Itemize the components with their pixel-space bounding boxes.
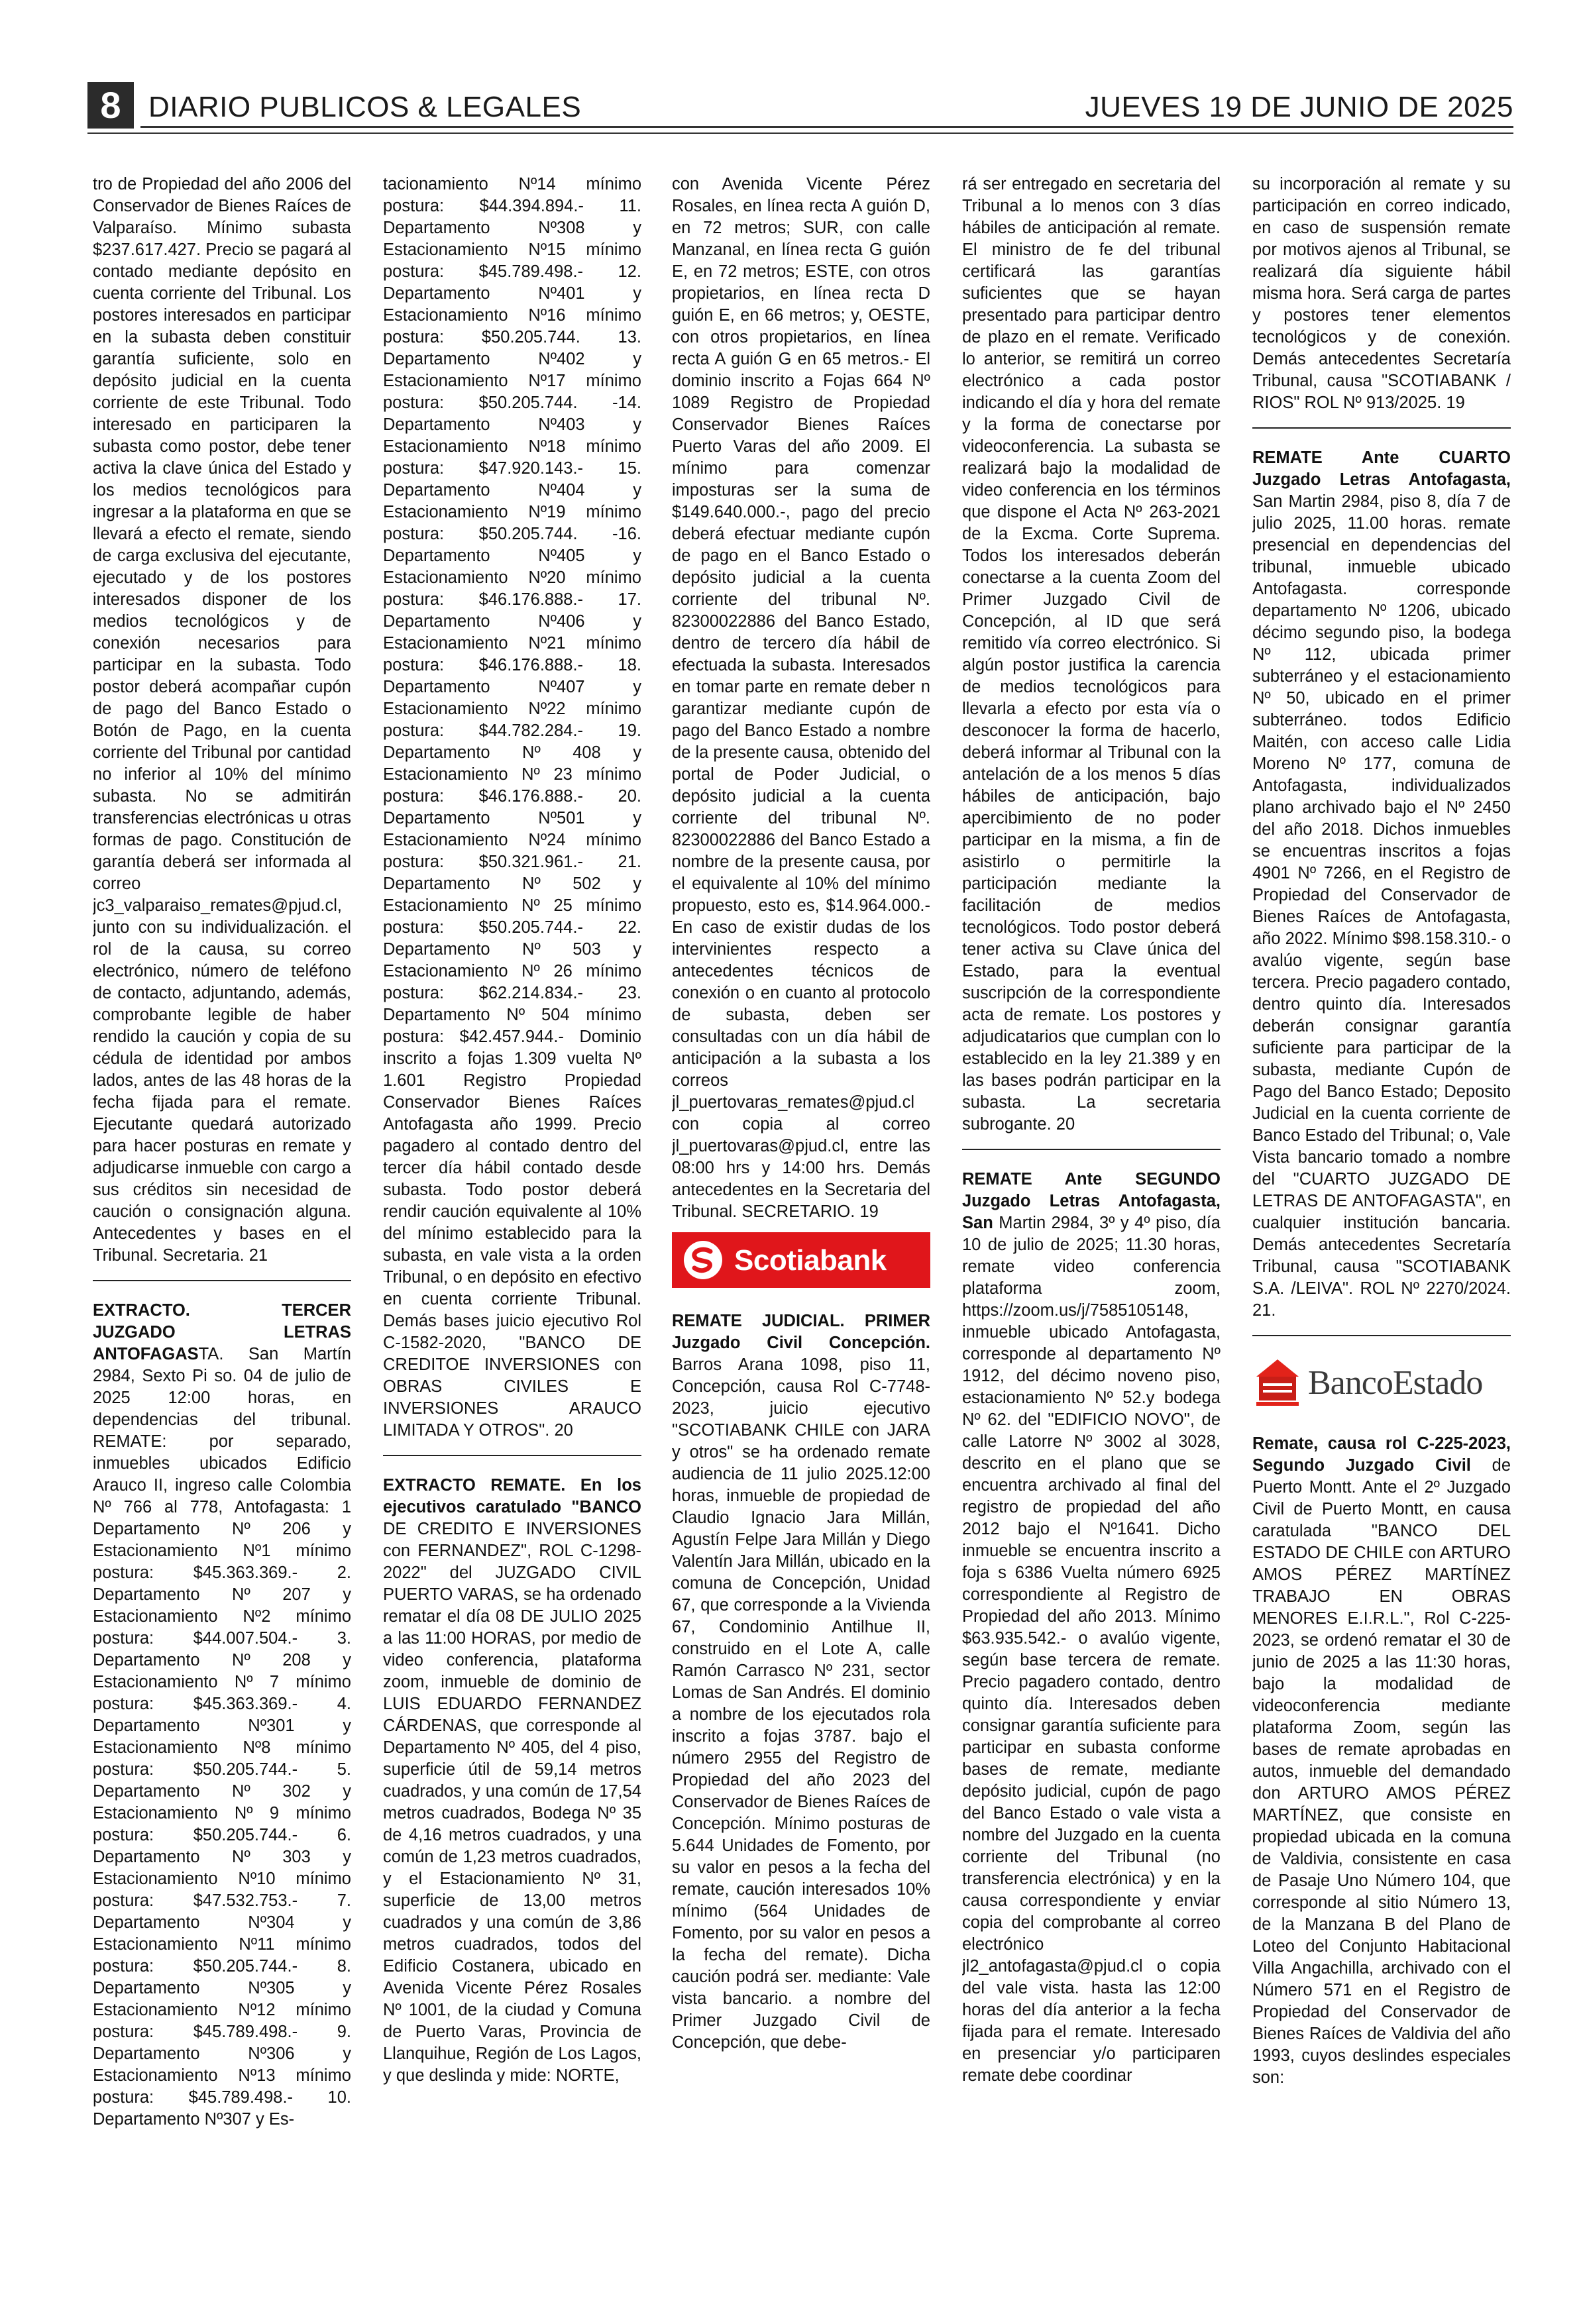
notice-heading: REMATE JUDICIAL. PRIMER Juzgado Civil Concepción.: [672, 1312, 930, 1352]
notice-heading: REMATE Ante CUARTO Juzgado Letras Antofagasta,: [1252, 449, 1511, 489]
page-number: 8: [87, 82, 134, 129]
notice-tercer-juzgado-antofagasta: [93, 1300, 351, 2144]
bancoestado-banner: [1252, 1355, 1511, 1410]
notice-body: Martin 2984, 3º y 4º piso, día 10 de julio de 2025; 11.30 horas, remate video conferencia plataforma zoom, https://zoom.us/j/7585105148, inmueble ubicado Antofagasta, corresponde al departamento Nº 1912, del décimo noveno piso, estacionamiento Nº 52.y bodega Nº 62. del "EDIFICIO NOVO", de calle Latorre Nº 3002 al 3028, descrito en el plano que se encuentra archivado al final del registro de propiedad del año 2012 bajo el Nº1641. Dicho inmueble se encuentra inscrito a foja s 6386 Vuelta número 6925 correspondiente al Registro de Propiedad del año 2013. Mínimo $63.935.542.- o avalúo vigente, según base tercera de remate. Precio pagadero contado, dentro quinto día. Interesados deben consignar garantía suficiente para participar en subasta conforme bases de remate, mediante depósito judicial, cupón de pago del Banco Estado o vale vista a nombre del Juzgado en la cuenta corriente del Tribunal (no transferencia electrónica) y en la causa correspondiente y enviar copia del comprobante al correo electrónico jl2_antofagasta@pjud.cl o copia del vale vista. hasta las 12:00 horas del día anterior a la fecha fijada para el remate. Interesado en presenciar y/o participaren remate debe coordinar: [962, 1214, 1221, 2085]
scotiabank-wordmark: Scotiabank: [734, 1243, 887, 1277]
section-title: DIARIO PUBLICOS & LEGALES: [148, 91, 582, 123]
notice-text: [1252, 447, 1511, 1322]
notice-segundo-juzgado-continuation: [1252, 174, 1511, 429]
header-rule: [140, 126, 1513, 128]
notice-text: [962, 1169, 1221, 2087]
notice-body: con Avenida Vicente Pérez Rosales, en línea recta A guión D, en 72 metros; SUR, con calle Manzanal, en línea recta G guión E, en 72 metros; ESTE, con otros propietarios, en línea recta D guión E, en 66 metros; y, OESTE, con otros propietarios, en línea recta A guión G en 65 metros.- El dominio inscrito a Fojas 664 Nº 1089 Registro de Propiedad Conservador Bienes Raíces Puerto Varas del año 2009. El mínimo para comenzar imposturas ser la suma de $149.640.000.-, pago del precio deberá efectuar mediante cupón de pago en el Banco Estado o depósito judicial a la cuenta corriente del tribunal Nº. 82300022886 del Banco Estado, dentro de tercero día hábil de efectuada la subasta. Interesados en tomar parte en remate deber n garantizar mediante cupón de pago del Banco Estado a nombre de la presente causa, obtenido del portal de Poder Judicial, o depósito judicial a la cuenta corriente del tribunal Nº. 82300022886 del Banco Estado a nombre de la presente causa, por el equivalente al 10% del mínimo propuesto, esto es, $14.964.000.- En caso de existir dudas de los intervinientes respecto a antecedentes técnicos de conexión o en cuanto al protocolo de subasta, deben ser consultadas con un día hábil de anticipación a la subasta a los correos jl_puertovaras_remates@pjud.cl con copia al correo jl_puertovaras@pjud.cl, entre las 08:00 hrs y 14:00 hrs. Demás antecedentes en la Secretaria del Tribunal. SECRETARIO. 19: [672, 175, 930, 1221]
notice-valparaiso-continuation: [93, 174, 351, 1281]
notice-body: San Martin 2984, piso 8, día 7 de julio 2025, 11.00 horas. remate presencial en dependencias del tribunal, inmueble ubicado Antofagasta. corresponde departamento Nº 1206, ubicado décimo segundo piso, la bodega Nº 112, ubicada primer subterráneo y el estacionamiento Nº 50, ubicado en el primer subterráneo. todos Edificio Maitén, con acceso calle Lidia Moreno Nº 177, comuna de Antofagasta, individualizados plano archivado bajo el Nº 2450 del año 2018. Dichos inmuebles se encuentras inscritos a fojas 4901 Nº 7266, en el Registro de Propiedad del Conservador de Bienes Raíces de Antofagasta, año 2022. Mínimo $98.158.310.- o avalúo vigente, según base tercera. Precio pagadero contado, dentro quinto día. Interesados deberán consignar garantía suficiente para participar de la subasta, mediante Cupón de Pago del Banco Estado; Deposito Judicial en la cuenta corriente de Banco Estado del Tribunal; o, Vale Vista bancario tomado a nombre del "CUARTO JUZGADO DE LETRAS DE ANTOFAGASTA", en cualquier institución bancaria. Demás antecedentes Secretaría Tribunal, causa "SCOTIABANK S.A. /LEIVA". ROL Nº 2270/2024. 21.: [1252, 492, 1511, 1320]
scotiabank-logo: [672, 1232, 930, 1288]
notice-heading: Remate, causa rol C-225-2023, Segundo Juzgado Civil: [1252, 1434, 1511, 1475]
notice-text: [93, 1300, 351, 2131]
page-header: [87, 82, 1513, 129]
bancoestado-wordmark: BancoEstado: [1308, 1363, 1483, 1402]
notice-segundo-juzgado-antofagasta: [962, 1169, 1221, 2100]
notice-primer-juzgado-concepcion: [672, 1310, 930, 2067]
bancoestado-house-icon: [1254, 1357, 1301, 1408]
notice-puerto-varas-continuation: [672, 174, 930, 1223]
notice-body: TA. San Martín 2984, Sexto Pi so. 04 de julio de 2025 12:00 horas, en dependencias del tribunal. REMATE: por separado, inmuebles ubicados Edificio Arauco II, ingreso calle Colombia Nº 766 al 778, Antofagasta: 1 Departamento Nº 206 y Estacionamiento Nº1 mínimo postura: $45.363.369.- 2. Departamento Nº 207 y Estacionamiento Nº2 mínimo postura: $44.007.504.- 3. Departamento Nº 208 y Estacionamiento Nº 7 mínimo postura: $45.363.369.- 4. Departamento Nº301 y Estacionamiento Nº8 mínimo postura: $50.205.744.- 5. Departamento Nº 302 y Estacionamiento Nº 9 mínimo postura: $50.205.744.- 6. Departamento Nº 303 y Estacionamiento Nº10 mínimo postura: $47.532.753.- 7. Departamento Nº304 y Estacionamiento Nº11 mínimo postura: $50.205.744.- 8. Departamento Nº305 y Estacionamiento Nº12 mínimo postura: $45.789.498.- 9. Departamento Nº306 y Estacionamiento Nº13 mínimo postura: $45.789.498.- 10. Departamento Nº307 y Es-: [93, 1345, 351, 2129]
notice-text: [672, 1310, 930, 2054]
notice-body: Barros Arana 1098, piso 11, Concepción, causa Rol C-7748-2023, juicio ejecutivo "SCOTIABANK CHILE con JARA y otros" se ha ordenado remate audiencia de 11 julio 2025.12:00 horas, inmueble de propiedad de Claudio Ignacio Jara Millán, Agustín Felpe Jara Millán y Diego Valentín Jara Millán, ubicado en la comuna de Concepción, Unidad 67, que corresponde a la Vivienda 67, Condominio Antilhue II, construido en el Lote A, calle Ramón Carrasco Nº 231, sector Lomas de San Andrés. El dominio a nombre de los ejecutados rola inscrito a fojas 3787. bajo el número 2955 del Registro de Propiedad del año 2023 del Conservador de Bienes Raíces de Concepción. Mínimo posturas de 5.644 Unidades de Fomento, por su valor en pesos a la fecha del remate, caución interesados 10% mínimo (564 Unidades de Fomento, por su valor en pesos a la fecha del remate). Dicha caución podrá ser. mediante: Vale vista bancario. a nombre del Primer Juzgado Civil de Concepción, que debe-: [672, 1355, 930, 2052]
notice-body: DE CREDITO E INVERSIONES con FERNANDEZ", ROL C-1298-2022" del JUZGADO CIVIL PUERTO VARAS, se ha ordenado rematar el día 08 DE JULIO 2025 a las 11:00 HORAS, por medio de video conferencia, plataforma zoom, inmueble de dominio de LUIS EDUARDO FERNANDEZ CÁRDENAS, que corresponde al Departamento Nº 405, del 4 piso, superficie útil de 59,14 metros cuadrados, y una común de 17,54 metros cuadrados, Bodega Nº 35 de 4,16 metros cuadrados, y una común de 1,23 metros cuadrados, y el Estacionamiento Nº 31, superficie de 13,00 metros cuadrados y una común de 3,86 metros cuadrados, todos del Edificio Costanera, ubicado en Avenida Vicente Pérez Rosales Nº 1001, de la ciudad y Comuna de Puerto Varas, Provincia de Llanquihue, Región de Los Lagos, y que deslinda y mide: NORTE,: [383, 1520, 641, 2085]
issue-date: JUEVES 19 DE JUNIO DE 2025: [1085, 91, 1513, 123]
notice-heading: EXTRACTO. TERCER JUZGADO LETRAS ANTOFAGAS: [93, 1301, 351, 1363]
bancoestado-logo: [1252, 1355, 1511, 1410]
notice-cuarto-juzgado-antofagasta: [1252, 447, 1511, 1336]
notice-text: [383, 1475, 641, 2087]
notice-segundo-juzgado-puerto-montt: [1252, 1433, 1511, 2102]
notice-body: rá ser entregado en secretaria del Tribunal a lo menos con 3 días hábiles de anticipación al remate. El ministro de fe del tribunal certificará las garantías suficientes que se hayan presentado para participar dentro de plazo en el remate. Verificado lo anterior, se remitirá un correo electrónico a cada postor indicando el día y hora del remate y la forma de conectarse por videoconferencia. La subasta se realizará bajo la modalidad de video conferencia en los términos que dispone el Acta Nº 263-2021 de la Excma. Corte Suprema. Todos los interesados deberán conectarse a la cuenta Zoom del Primer Juzgado Civil de Concepción, al ID que será remitido vía correo electrónico. Si algún postor justifica la carencia de medios tecnológicos para llevarla a efecto por esta vía o desconocer la forma de hacerlo, deberá informar al Tribunal con la antelación de a los menos 5 días hábiles de anticipación, bajo apercibimiento de no poder participar en la misma, a fin de asistirlo o permitirle la participación mediante la facilitación de medios tecnológicos. Todo postor deberá tener activa su Clave única del Estado, para la eventual suscripción de la correspondiente acta de remate. Los postores y adjudicatarios que cumplan con lo establecido en la ley 21.389 y en las bases podrán participar en la subasta. La secretaria subrogante. 20: [962, 175, 1221, 1134]
column-5: [1252, 174, 1511, 2294]
notice-body: tro de Propiedad del año 2006 del Conservador de Bienes Raíces de Valparaíso. Mínimo subasta $237.617.427. Precio se pagará al contado mediante depósito en cuenta corriente del Tribunal. Los postores interesados en participar en la subasta deben constituir garantía suficiente, solo en depósito judicial en la cuenta corriente de este Tribunal. Todo interesado en participaren la subasta como postor, debe tener activa la clave única del Estado y los medios tecnológicos para ingresar a la plataforma en que se llevará a efecto el remate, siendo de carga exclusiva del ejecutante, ejecutado y de los postores interesados disponer de los medios tecnológicos y de conexión necesarios para participar en la subasta. Todo postor deberá acompañar cupón de pago del Banco Estado o Botón de Pago, en la cuenta corriente del Tribunal por cantidad no inferior al 10% del mínimo subasta. No se admitirán transferencias electrónicas u otras formas de pago. Constitución de garantía deberá ser informada al correo jc3_valparaiso_remates@pjud.cl, junto con su individualización. el rol de la causa, su correo electrónico, número de teléfono de contacto, adjuntando, además, comprobante legible de haber rendido la caución y copia de su cédula de identidad por ambos lados, antes de las 48 horas de la fecha fijada para el remate. Ejecutante quedará autorizado para hacer posturas en remate y adjudicarse inmueble con cargo a sus créditos sin necesidad de caución o consignación alguna. Antecedentes y bases en el Tribunal. Secretaria. 21: [93, 175, 351, 1265]
column-3: [672, 174, 930, 2294]
notice-body: su incorporación al remate y su participación en correo indicado, en caso de suspensión remate por motivos ajenos al Tribunal, se realizará día siguiente hábil misma hora. Será carga de partes y postores tener elementos tecnológicos y de conexión. Demás antecedentes Secretaría Tribunal, causa "SCOTIABANK / RIOS" ROL Nº 913/2025. 19: [1252, 175, 1511, 412]
notice-heading: REMATE Ante SEGUNDO Juzgado Letras Antofagasta, San: [962, 1170, 1221, 1232]
notice-tercer-juzgado-continuation: [383, 174, 641, 1456]
column-4: [962, 174, 1221, 2294]
column-2: [383, 174, 641, 2294]
notice-extracto-puerto-varas: [383, 1475, 641, 2100]
scotiabank-s-icon: [680, 1237, 726, 1283]
notice-text: [1252, 1433, 1511, 2089]
notice-concepcion-continuation: [962, 174, 1221, 1150]
scotiabank-banner: [672, 1232, 930, 1288]
notice-body: tacionamiento Nº14 mínimo postura: $44.394.894.- 11. Departamento Nº308 y Estacionamiento Nº15 mínimo postura: $45.789.498.- 12. Departamento Nº401 y Estacionamiento Nº16 mínimo postura: $50.205.744. 13. Departamento Nº402 y Estacionamiento Nº17 mínimo postura: $50.205.744. -14. Departamento Nº403 y Estacionamiento Nº18 mínimo postura: $47.920.143.- 15. Departamento Nº404 y Estacionamiento Nº19 mínimo postura: $50.205.744. -16. Departamento Nº405 y Estacionamiento Nº20 mínimo postura: $46.176.888.- 17. Departamento Nº406 y Estacionamiento Nº21 mínimo postura: $46.176.888.- 18. Departamento Nº407 y Estacionamiento Nº22 mínimo postura: $44.782.284.- 19. Departamento Nº 408 y Estacionamiento Nº 23 mínimo postura: $46.176.888.- 20. Departamento Nº501 y Estacionamiento Nº24 mínimo postura: $50.321.961.- 21. Departamento Nº 502 y Estacionamiento Nº 25 mínimo postura: $50.205.744.- 22. Departamento Nº 503 y Estacionamiento Nº 26 mínimo postura: $62.214.834.- 23. Departamento Nº 504 mínimo postura: $42.457.944.- Dominio inscrito a fojas 1.309 vuelta Nº 1.601 Registro Propiedad Conservador Bienes Raíces Antofagasta año 1999. Precio pagadero al contado dentro del tercer día hábil contado desde subasta. Todo postor deberá rendir caución equivalente al 10% del mínimo establecido para la subasta, en vale vista a la orden Tribunal, o en depósito en efectivo en cuenta corriente Tribunal. Demás bases juicio ejecutivo Rol C-1582-2020, "BANCO DE CREDITOE INVERSIONES con OBRAS CIVILES E INVERSIONES ARAUCO LIMITADA Y OTROS". 20: [383, 175, 641, 1440]
column-1: [93, 174, 351, 2294]
header-rule-lower: [87, 132, 1513, 134]
notice-body: de Puerto Montt. Ante el 2º Juzgado Civil de Puerto Montt, en causa caratulada "BANCO DEL ESTADO DE CHILE con ARTURO AMOS PÉREZ MARTÍNEZ TRABAJO EN OBRAS MENORES E.I.R.L.", Rol C-225-2023, se ordenó rematar el 30 de junio de 2025 a las 11:30 horas, bajo la modalidad de videoconferencia mediante plataforma Zoom, según las bases de remate aprobadas en autos, inmueble del demandado don ARTURO AMOS PÉREZ MARTÍNEZ, que consiste en propiedad ubicada en la comuna de Valdivia, consistente en casa de Pasaje Uno Número 104, que corresponde al sitio Número 13, de la Manzana B del Plano de Loteo del Conjunto Habitacional Villa Angachilla, archivado con el Número 571 en el Registro de Propiedad del Conservador de Bienes Raíces de Valdivia del año 1993, cuyos deslindes especiales son:: [1252, 1456, 1511, 2087]
notice-heading: EXTRACTO REMATE. En los ejecutivos caratulado "BANCO: [383, 1476, 641, 1516]
